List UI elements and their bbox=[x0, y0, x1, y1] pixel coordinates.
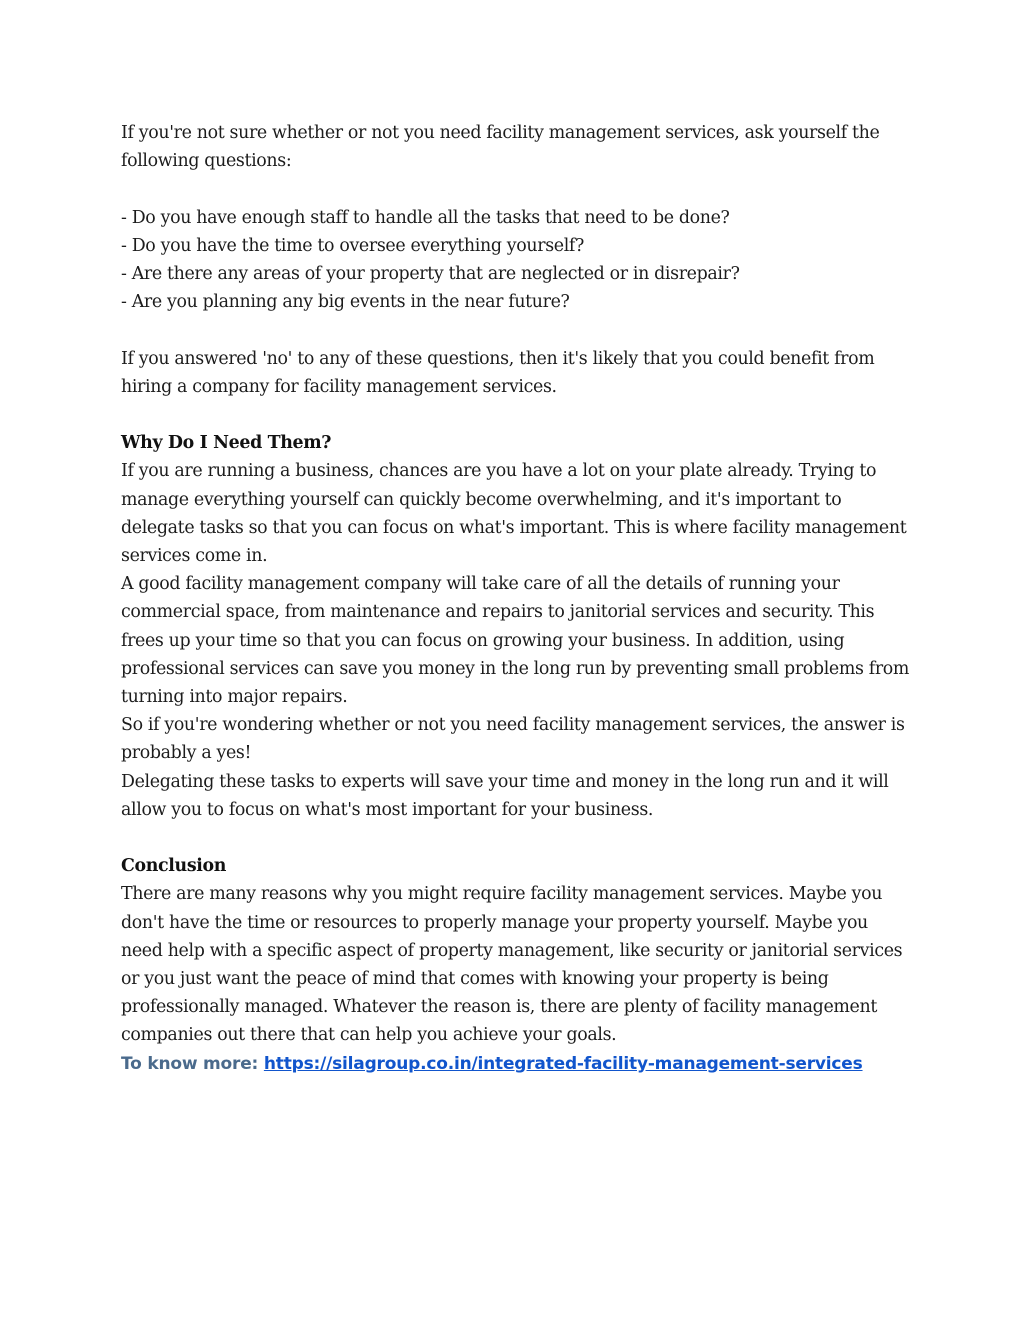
question-item: - Are you planning any big events in the near future? bbox=[121, 292, 570, 313]
why-paragraph: Delegating these tasks to experts will save your time and money in the long run and it will allow you to focus on what's most important for your business. bbox=[121, 771, 889, 820]
why-paragraph: So if you're wondering whether or not you need facility management services, the answer is probably a yes! bbox=[121, 715, 905, 764]
why-paragraph: If you are running a business, chances are you have a lot on your plate already. Trying to manage everything yourself can quickly become overwhelming, and it's important to delegate tasks so that you can focus on what's important. This is where facility management services come in. bbox=[121, 461, 907, 566]
why-paragraph: A good facility management company will take care of all the details of running your commercial space, from maintenance and repairs to janitorial services and security. This frees up your time so that you can focus on growing your business. In addition, using professional services can save you money in the long run by preventing small problems from turning into major repairs. bbox=[121, 574, 910, 708]
spacer bbox=[121, 824, 911, 852]
question-item: - Are there any areas of your property that are neglected or in disrepair? bbox=[121, 264, 740, 284]
question-item: - Do you have the time to oversee everything yourself? bbox=[121, 235, 584, 256]
more-info-line bbox=[121, 1050, 911, 1078]
why-heading: Why Do I Need Them? bbox=[121, 433, 332, 454]
more-info-link[interactable]: https://silagroup.co.in/integrated-facility-management-services bbox=[263, 1053, 863, 1074]
intro-paragraph: If you're not sure whether or not you need facility management services, ask yourself the following questions: bbox=[121, 123, 880, 172]
more-info-label: To know more: bbox=[121, 1053, 264, 1074]
spacer bbox=[121, 316, 911, 344]
spacer bbox=[121, 175, 911, 203]
question-item: - Do you have enough staff to handle all the tasks that need to be done? bbox=[121, 207, 730, 228]
spacer bbox=[121, 401, 911, 429]
answer-note-paragraph: If you answered 'no' to any of these questions, then it's likely that you could benefit from hiring a company for facility management services. bbox=[121, 348, 875, 397]
document-body bbox=[121, 119, 911, 1078]
conclusion-heading: Conclusion bbox=[121, 856, 227, 877]
conclusion-paragraph: There are many reasons why you might require facility management services. Maybe you don't have the time or resources to properly manage your property yourself. Maybe you need help with a specific aspect of property management, like security or janitorial services or you just want the peace of mind that comes with knowing your property is being professionally managed. Whatever the reason is, there are plenty of facility management companies out there that can help you achieve your goals. bbox=[121, 884, 903, 1046]
